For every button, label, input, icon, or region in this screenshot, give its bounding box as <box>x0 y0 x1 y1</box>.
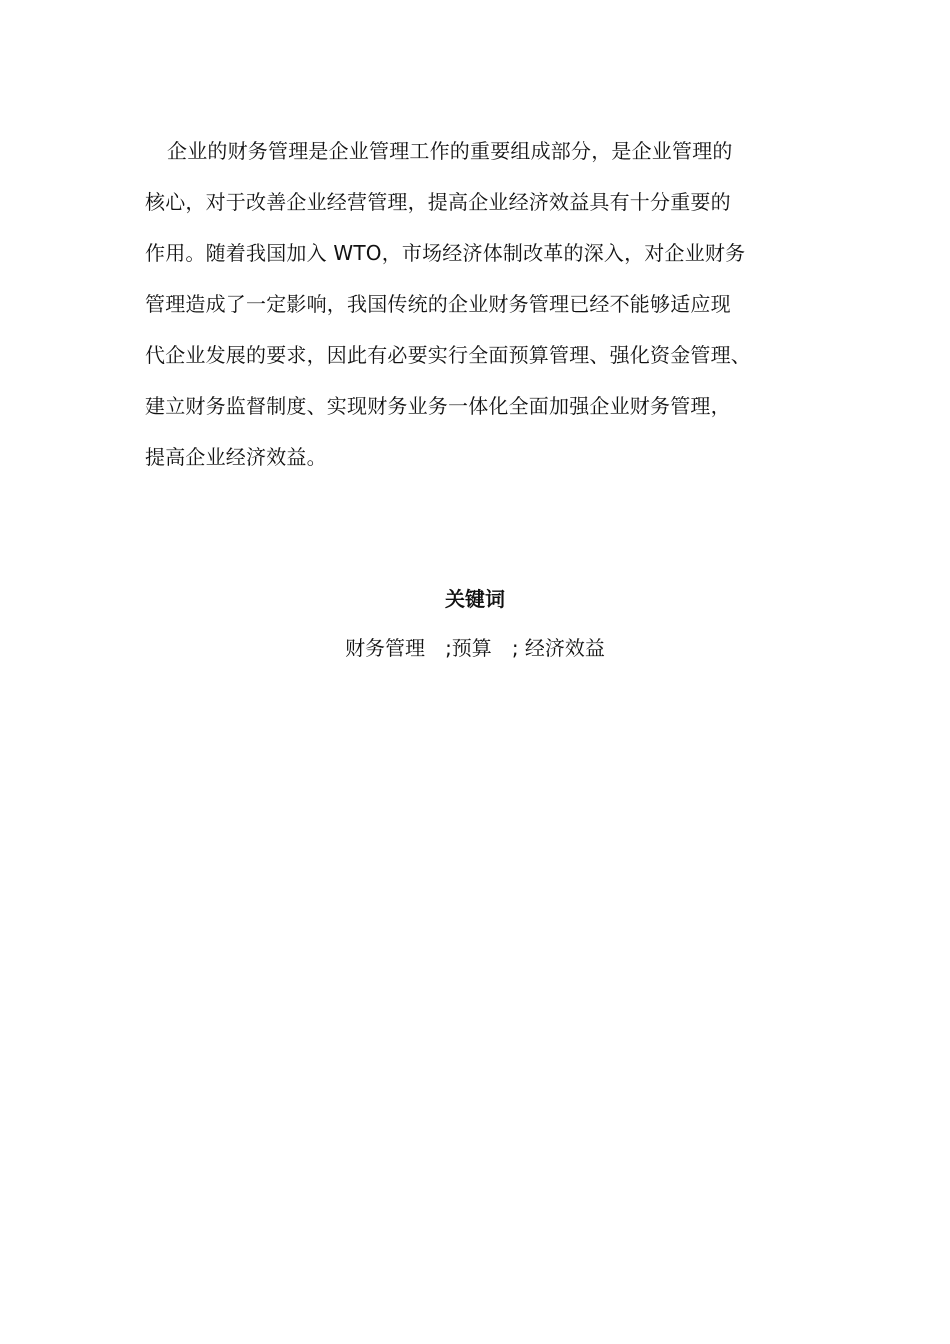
keywords-heading: 关键词 <box>445 587 505 611</box>
abstract-line: 核心，对于改善企业经营管理，提高企业经济效益具有十分重要的 <box>145 190 731 214</box>
abstract-line: 代企业发展的要求，因此有必要实行全面预算管理、强化资金管理、 <box>145 343 751 367</box>
abstract-line: 提高企业经济效益。 <box>145 445 327 469</box>
abstract-paragraph <box>145 126 835 483</box>
abstract-line: 企业的财务管理是企业管理工作的重要组成部分，是企业管理的 <box>167 139 733 163</box>
keywords-list <box>0 632 950 664</box>
abstract-line: 管理造成了一定影响，我国传统的企业财务管理已经不能够适应现 <box>145 292 731 316</box>
abstract-line: 建立财务监督制度、实现财务业务一体化全面加强企业财务管理， <box>145 394 731 418</box>
keyword-item: ;预算 <box>445 636 492 660</box>
keyword-item: ; 经济效益 <box>511 636 605 660</box>
keyword-item: 财务管理 <box>345 636 426 660</box>
abstract-line: 作用。随着我国加入 WTO，市场经济体制改革的深入，对企业财务 <box>145 241 746 265</box>
